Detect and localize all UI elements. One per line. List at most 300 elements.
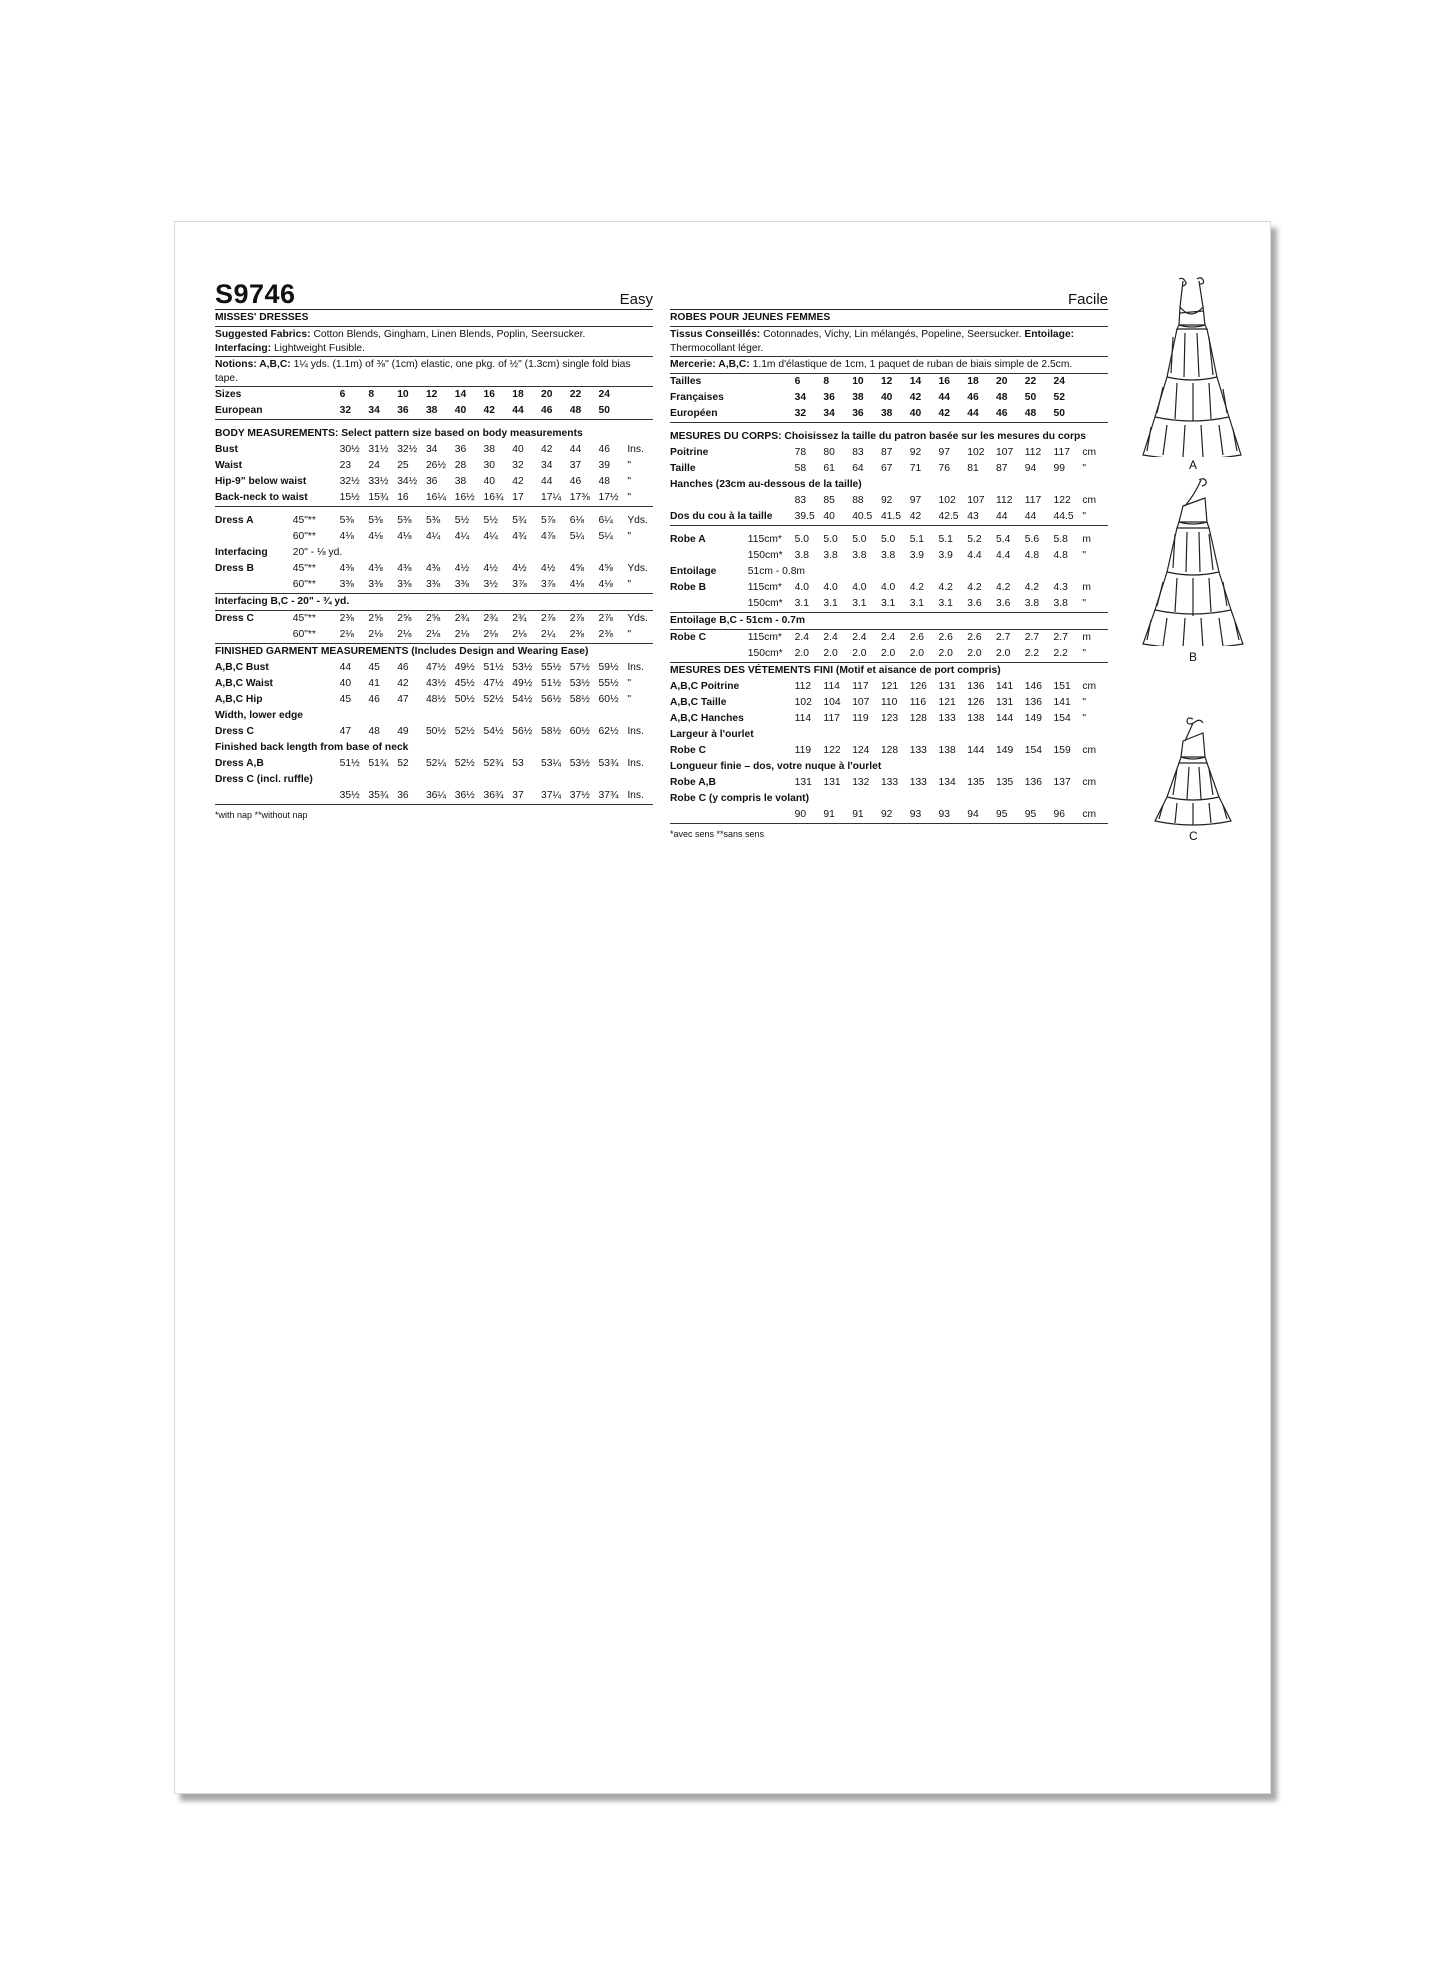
size-value: 41.5 — [881, 509, 910, 526]
fabric-width — [748, 695, 795, 711]
size-value: 51½ — [541, 678, 562, 689]
size-value: 2.0 — [852, 646, 881, 663]
yardage-row — [670, 596, 1108, 613]
size-value: 15¾ — [368, 490, 397, 507]
size-value: 4.0 — [823, 581, 838, 593]
size-value: 44 — [541, 476, 553, 487]
size-value: 4¼ — [425, 531, 441, 542]
size-value: 2⅛ — [455, 627, 484, 644]
finished-row — [670, 679, 1108, 695]
finished-row — [215, 772, 653, 788]
size-value: 5.0 — [794, 533, 809, 545]
row-label: Dress A — [215, 515, 254, 526]
size-value: 16¼ — [426, 490, 455, 507]
size-value: 2.0 — [910, 646, 939, 663]
body-row — [670, 477, 1108, 493]
fabric-width: 150cm* — [748, 596, 795, 613]
row-label: Robe A — [670, 533, 706, 545]
body-heading — [670, 429, 1108, 445]
size-value: 43 — [967, 509, 996, 526]
size-value: 4.2 — [996, 581, 1011, 593]
size-value: 2⅝ — [368, 613, 383, 624]
size-value: 5⅜ — [339, 515, 354, 526]
size-value: 61 — [823, 462, 835, 474]
size-value: 45 — [368, 662, 380, 673]
size-value: 5⅞ — [541, 515, 556, 526]
body-heading — [215, 426, 653, 442]
size-value: 2⅞ — [598, 613, 613, 624]
size-value: 36 — [454, 444, 467, 455]
size-value: 67 — [880, 462, 893, 474]
size-value: 53¼ — [541, 758, 562, 769]
size-value: 136 — [1024, 776, 1042, 788]
footnote: *avec sens **sans sens — [670, 828, 765, 839]
size-value: 6 — [339, 389, 346, 400]
european-sizes-row — [215, 403, 653, 420]
fabric-width: 60"** — [292, 531, 316, 542]
size-value: 4.8 — [1053, 549, 1068, 561]
size-value: 2⅝ — [425, 613, 441, 624]
size-value: 2⅛ — [368, 627, 397, 644]
garment-title: MISSES' DRESSES — [215, 310, 653, 327]
notions-label: Notions: A,B,C: — [215, 359, 291, 370]
view-label-c: C — [1189, 829, 1198, 843]
row-label: A,B,C Bust — [215, 662, 269, 673]
pattern-envelope-back — [174, 221, 1271, 1794]
size-value: 117 — [823, 712, 840, 724]
size-value: 16 — [397, 490, 426, 507]
yardage-row — [215, 577, 653, 594]
size-value: 146 — [1024, 680, 1042, 692]
size-value: 3⅜ — [340, 577, 369, 594]
row-label: FINISHED GARMENT MEASUREMENTS (Includes Design and Wearing Ease) — [215, 646, 589, 657]
size-value: 49½ — [512, 678, 533, 689]
unit: cm — [1082, 680, 1097, 692]
size-value: 4½ — [541, 563, 556, 574]
size-value: 2⅜ — [570, 627, 599, 644]
long-tiered-dress-icon — [1137, 277, 1252, 457]
size-value: 2.2 — [1054, 646, 1083, 663]
size-value: 91 — [823, 807, 852, 824]
size-value: 3⅞ — [512, 577, 541, 594]
fabric-width — [293, 403, 340, 420]
size-value: 40 — [483, 476, 495, 487]
size-value: 3⅜ — [397, 577, 426, 594]
size-value: 131 — [996, 696, 1014, 708]
size-value: 14 — [909, 375, 922, 387]
size-value: 5⅜ — [368, 515, 383, 526]
size-value: 44 — [967, 406, 996, 423]
unit: " — [1082, 646, 1108, 663]
size-value: 44 — [1025, 509, 1054, 526]
sizes-row — [670, 374, 1108, 390]
size-value: 133 — [909, 744, 927, 756]
size-value: 48 — [996, 391, 1008, 403]
size-value: 56½ — [512, 726, 533, 737]
yardage-row — [215, 594, 653, 611]
size-value: 32½ — [339, 476, 360, 487]
size-value: 4⅜ — [368, 563, 383, 574]
size-value: 48 — [368, 726, 380, 737]
size-value: 2.6 — [909, 631, 925, 643]
size-value: 3.6 — [967, 596, 996, 613]
fabrics-text: Cotonnades, Vichy, Lin mélangés, Popeline, Seersucker. — [763, 329, 1022, 340]
size-value: 137 — [1053, 776, 1071, 788]
size-value: 4⅛ — [368, 531, 383, 542]
size-value: 107 — [996, 446, 1014, 458]
notions-text: 1.1m d'élastique de 1cm, 1 paquet de ruban de biais simple de 2.5cm. — [752, 359, 1073, 370]
size-value: 5.4 — [996, 533, 1011, 545]
size-value: 97 — [909, 494, 922, 506]
row-label — [670, 493, 748, 509]
size-value: 93 — [938, 807, 967, 824]
finished-row — [215, 708, 653, 724]
size-value: 104 — [823, 696, 841, 708]
unit: cm — [1082, 446, 1097, 458]
size-value: 64 — [852, 462, 864, 474]
fabric-width: 45"** — [292, 613, 316, 624]
size-value: 135 — [996, 776, 1014, 788]
size-value: 2⅜ — [339, 613, 354, 624]
finished-heading — [670, 662, 1108, 679]
notions-info — [670, 357, 1108, 374]
size-value: 12 — [425, 389, 438, 400]
size-value: 112 — [1024, 446, 1042, 458]
size-value: 8 — [368, 389, 375, 400]
interfacing-text: Lightweight Fusible. — [273, 342, 365, 354]
size-value: 3.1 — [910, 596, 939, 613]
row-label: Robe C — [670, 744, 707, 756]
size-value: 102 — [967, 446, 985, 458]
size-value: 81 — [967, 462, 979, 474]
size-value: 47 — [397, 694, 409, 705]
unit: Ins. — [627, 444, 644, 455]
row-label: Finished back length from base of neck — [215, 742, 409, 753]
size-value: 3.8 — [794, 549, 809, 561]
finished-row — [670, 743, 1108, 759]
size-value: 5⅜ — [425, 515, 441, 526]
size-value: 2⅛ — [512, 627, 541, 644]
interfacing-label: Entoilage: — [1024, 329, 1075, 340]
size-value: 85 — [823, 494, 835, 506]
size-value: 93 — [910, 807, 939, 824]
size-value: 30½ — [339, 444, 360, 455]
long-tiered-one-shoulder-dress-icon — [1137, 476, 1252, 646]
size-value: 37½ — [570, 788, 599, 805]
size-value: 52 — [397, 758, 409, 769]
size-value: 95 — [1025, 807, 1054, 824]
fabric-width: 60"** — [293, 627, 340, 644]
size-value: 46 — [598, 444, 611, 455]
fabric-width — [293, 387, 340, 403]
size-value: 4.0 — [852, 581, 867, 593]
size-value: 2.7 — [1053, 631, 1068, 643]
size-value: 107 — [852, 696, 870, 708]
body-row — [215, 458, 653, 474]
unit: " — [1082, 462, 1086, 474]
yardage-row — [670, 646, 1108, 663]
unit: " — [627, 460, 631, 471]
size-value: 26½ — [425, 460, 446, 471]
size-value: 22 — [1024, 375, 1037, 387]
size-value: 144 — [996, 712, 1014, 724]
finished-row — [670, 775, 1108, 791]
size-value: 3.8 — [852, 549, 867, 561]
size-value: 43½ — [425, 678, 446, 689]
size-value: 52½ — [454, 726, 475, 737]
size-value: 52½ — [454, 758, 475, 769]
unit: cm — [1082, 776, 1097, 788]
size-value: 4⅞ — [541, 531, 556, 542]
row-label: Dress C (incl. ruffle) — [215, 774, 313, 785]
unit: Ins. — [627, 788, 653, 805]
size-value: 2.0 — [996, 646, 1025, 663]
size-value: 4½ — [454, 563, 470, 574]
size-value: 4.2 — [967, 581, 982, 593]
size-value: 134 — [938, 776, 956, 788]
size-value: 107 — [967, 494, 985, 506]
size-value: 110 — [880, 696, 898, 708]
unit: " — [627, 627, 653, 644]
body-row — [670, 461, 1108, 477]
fabric-width — [293, 676, 340, 692]
row-label: Longueur finie – dos, votre nuque à l'ourlet — [670, 760, 882, 772]
size-value: 34 — [541, 460, 553, 471]
row-label: Back-neck to waist — [215, 490, 293, 507]
size-value: 36 — [823, 391, 835, 403]
row-label: A,B,C Hanches — [670, 712, 744, 724]
size-value: 32 — [340, 403, 369, 420]
size-value: 3.8 — [880, 549, 896, 561]
row-label: Entoilage — [670, 565, 717, 577]
size-value: 71 — [909, 462, 922, 474]
fabric-width: 115cm* — [747, 533, 782, 545]
european-sizes-row — [670, 406, 1108, 423]
size-value: 32 — [512, 460, 524, 471]
row-label: Robe B — [670, 581, 707, 593]
row-label: Width, lower edge — [215, 710, 304, 721]
size-value: 20 — [996, 375, 1008, 387]
yardage-row — [215, 561, 653, 577]
size-value: 138 — [938, 744, 956, 756]
size-value: 4½ — [512, 563, 527, 574]
yardage-row — [670, 564, 1108, 580]
row-label: MESURES DES VÉTEMENTS FINI (Motif et aisance de port compris) — [670, 664, 1001, 676]
size-value: 141 — [996, 680, 1014, 692]
unit: Ins. — [627, 726, 644, 737]
size-value: 3.9 — [909, 549, 925, 561]
size-value: 40 — [880, 391, 893, 403]
size-value: 58½ — [569, 694, 590, 705]
finished-row — [670, 727, 1108, 743]
size-value: 3.9 — [938, 549, 953, 561]
fabric-width — [748, 390, 795, 406]
size-value: 2⅛ — [483, 627, 512, 644]
size-value: 44 — [339, 662, 352, 673]
size-value: 42 — [910, 509, 939, 526]
size-value: 17⅜ — [570, 490, 599, 507]
row-label: Robe A,B — [670, 776, 716, 788]
size-value: 3.1 — [823, 596, 852, 613]
fabric-width — [748, 493, 795, 509]
size-value: 34 — [794, 391, 807, 403]
size-value: 46 — [569, 476, 582, 487]
size-value: 4.0 — [794, 581, 809, 593]
size-value: 2⅛ — [397, 627, 426, 644]
finished-row — [670, 759, 1108, 775]
unit: " — [627, 577, 653, 594]
size-value: 3⅞ — [541, 577, 570, 594]
row-label — [670, 646, 748, 663]
size-value: 17½ — [599, 490, 628, 507]
fabric-width — [293, 660, 340, 676]
size-value: 55½ — [541, 662, 562, 673]
unit: cm — [1082, 494, 1097, 506]
fabric-width — [293, 724, 340, 740]
size-value: 2.0 — [881, 646, 910, 663]
size-value: 92 — [909, 446, 922, 458]
size-value: 102 — [794, 696, 812, 708]
size-value: 22 — [569, 389, 582, 400]
footnote: *with nap **without nap — [215, 810, 308, 820]
size-value: 2.2 — [1025, 646, 1054, 663]
fabric-width: 115cm* — [747, 631, 782, 643]
size-value: 40 — [910, 406, 939, 423]
row-label — [215, 627, 293, 644]
size-value: 2⅛ — [340, 627, 369, 644]
row-label: Waist — [215, 460, 243, 471]
yardage-row — [670, 580, 1108, 596]
finished-row — [670, 807, 1108, 824]
size-value: 2.4 — [823, 631, 838, 643]
size-value: 55½ — [598, 678, 619, 689]
size-value: 54½ — [483, 726, 504, 737]
size-value: 126 — [967, 696, 985, 708]
size-value: 52½ — [483, 694, 504, 705]
size-value: 51½ — [339, 758, 360, 769]
fabric-width: 150cm* — [747, 549, 783, 561]
fabrics-info — [670, 327, 1108, 357]
size-value: 78 — [794, 446, 807, 458]
size-value: 46 — [996, 406, 1025, 423]
size-value: 34 — [368, 403, 397, 420]
size-value: 52¼ — [425, 758, 446, 769]
unit: Yds. — [627, 515, 648, 526]
size-value: 126 — [909, 680, 927, 692]
finished-row — [215, 692, 653, 708]
size-value: 46 — [368, 694, 380, 705]
size-value: 14 — [454, 389, 467, 400]
size-value: 91 — [852, 807, 881, 824]
size-value: 5.0 — [852, 533, 867, 545]
size-value: 40 — [512, 444, 524, 455]
size-value: 24 — [368, 460, 380, 471]
view-label-a: A — [1189, 458, 1198, 472]
row-label: Dress C — [215, 613, 254, 624]
size-value: 4.4 — [996, 549, 1011, 561]
size-value: 159 — [1053, 744, 1071, 756]
size-value: 4.2 — [909, 581, 925, 593]
size-value: 4⅜ — [397, 563, 412, 574]
fabric-width: 20" - ⅛ yd. — [292, 547, 343, 558]
size-value: 42 — [512, 476, 524, 487]
unit: " — [1082, 596, 1108, 613]
size-value: 4⅛ — [599, 577, 628, 594]
size-value: 2⅛ — [426, 627, 455, 644]
french-column — [670, 279, 1108, 842]
fabric-width — [748, 445, 795, 461]
size-value: 2.6 — [967, 631, 982, 643]
size-value: 42 — [397, 678, 409, 689]
yardage-row — [215, 529, 653, 545]
size-value: 6⅛ — [569, 515, 585, 526]
row-label: Dress B — [215, 563, 254, 574]
size-value: 40 — [823, 509, 852, 526]
size-value: 36 — [397, 788, 426, 805]
unit — [627, 387, 653, 403]
size-value: 116 — [909, 696, 927, 708]
size-value: 31½ — [368, 444, 389, 455]
size-value: 133 — [880, 776, 899, 788]
size-value: 2.0 — [938, 646, 967, 663]
fabric-width — [293, 692, 340, 708]
size-chart — [215, 387, 653, 805]
size-value: 17 — [512, 490, 541, 507]
row-label: Entoilage B,C - 51cm - 0.7m — [670, 612, 1108, 629]
size-value: 49½ — [454, 662, 475, 673]
size-value: 36¼ — [426, 788, 455, 805]
size-value: 2¼ — [541, 627, 570, 644]
size-value: 83 — [794, 494, 807, 506]
size-value: 3⅜ — [426, 577, 455, 594]
size-value: 50½ — [454, 694, 475, 705]
size-value: 3.8 — [823, 549, 838, 561]
size-value: 2⅞ — [541, 613, 556, 624]
size-value: 88 — [852, 494, 864, 506]
row-label: Sizes — [215, 389, 242, 400]
size-value: 37¾ — [599, 788, 628, 805]
size-value: 44 — [938, 391, 950, 403]
size-value: 59½ — [598, 662, 619, 673]
french-sizes-row — [670, 390, 1108, 406]
size-value: 4⅜ — [425, 563, 441, 574]
size-value: 46 — [397, 662, 409, 673]
fabric-width — [293, 458, 340, 474]
row-label: Taille — [670, 462, 696, 474]
fabric-width: 45"** — [292, 515, 316, 526]
unit: " — [627, 678, 631, 689]
size-value: 51¾ — [368, 758, 389, 769]
row-label — [670, 596, 748, 613]
finished-heading — [215, 644, 653, 661]
title-row — [215, 279, 653, 310]
row-label: MESURES DU CORPS: Choisissez la taille du patron basée sur les mesures du corps — [670, 430, 1086, 442]
size-value: 38 — [881, 406, 910, 423]
size-value: 12 — [880, 375, 893, 387]
size-value: 92 — [880, 494, 893, 506]
size-value: 62½ — [598, 726, 619, 737]
unit: " — [627, 694, 631, 705]
size-value: 4½ — [483, 563, 498, 574]
size-value: 122 — [823, 744, 841, 756]
row-label: Interfacing — [215, 547, 268, 558]
size-value: 2.7 — [1024, 631, 1040, 643]
size-value: 2.0 — [823, 646, 852, 663]
row-label — [215, 529, 293, 545]
view-label-b: B — [1189, 650, 1198, 664]
size-value: 42 — [938, 406, 967, 423]
size-value: 32 — [795, 406, 824, 423]
